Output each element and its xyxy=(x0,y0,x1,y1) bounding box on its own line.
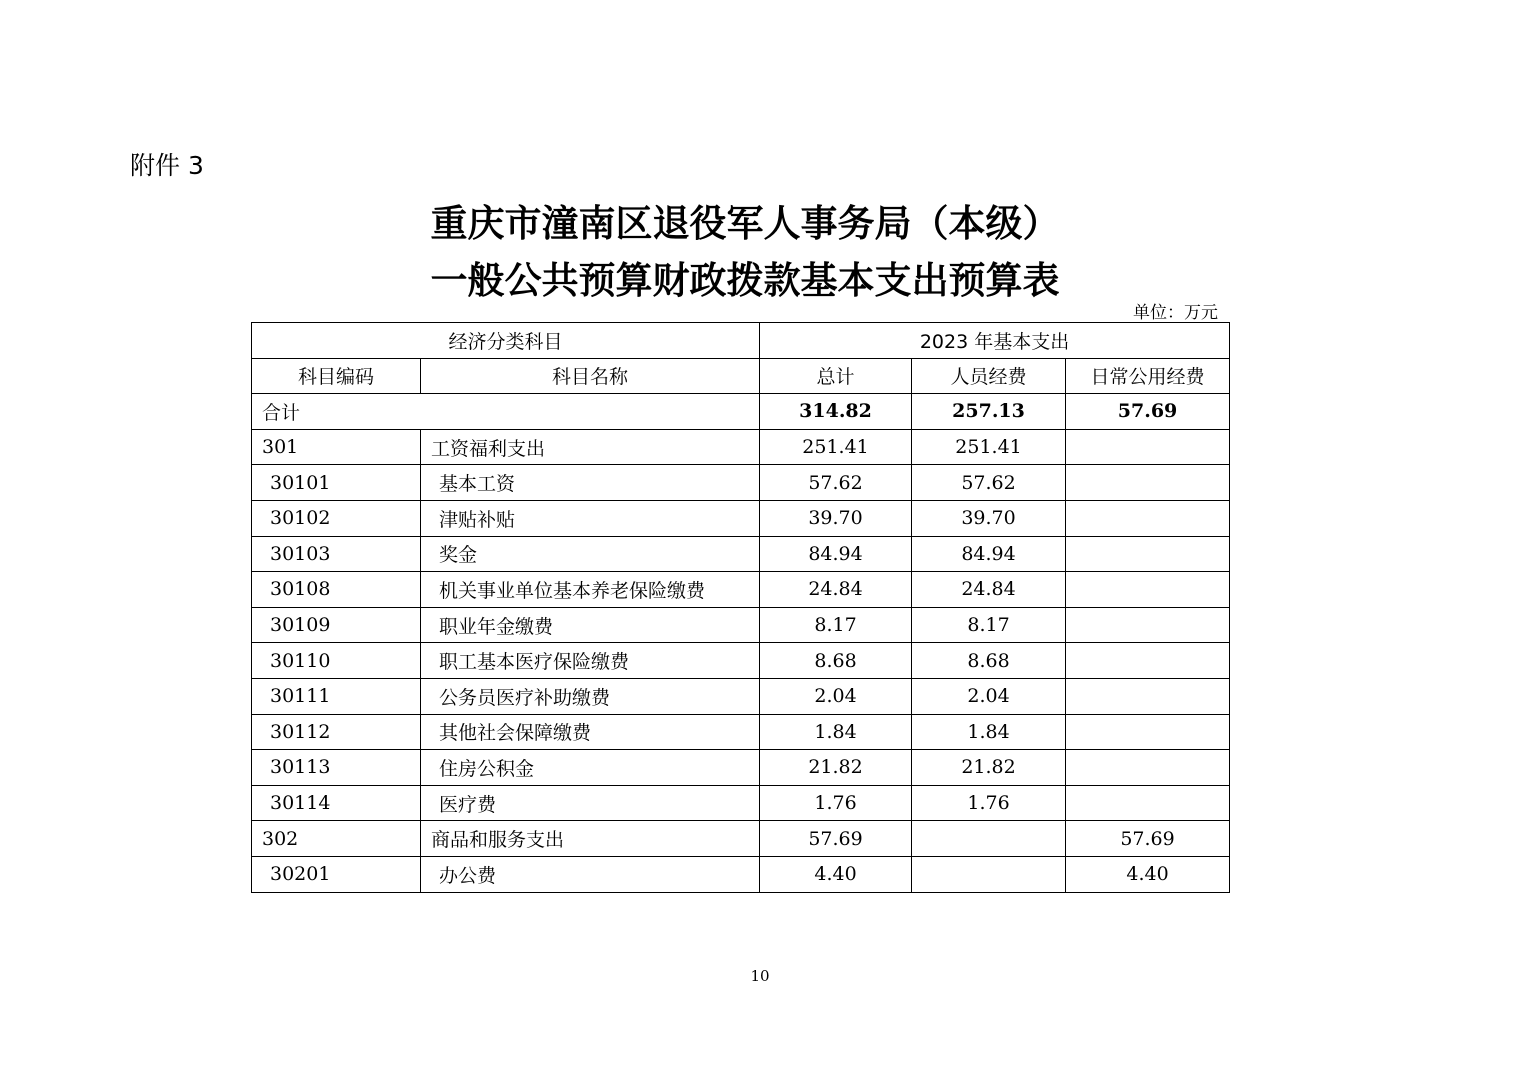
row-public xyxy=(1066,714,1230,750)
row-total: 251.41 xyxy=(760,429,912,465)
row-code: 30109 xyxy=(252,607,421,643)
header-code: 科目编码 xyxy=(252,358,421,394)
unit-label: 单位：万元 xyxy=(1133,303,1218,323)
row-name: 住房公积金 xyxy=(421,750,760,786)
row-code: 30101 xyxy=(252,465,421,501)
table-row xyxy=(252,607,1230,643)
table-row xyxy=(252,572,1230,608)
row-personnel xyxy=(912,856,1066,892)
total-total: 314.82 xyxy=(760,394,912,430)
row-name: 公务员医疗补助缴费 xyxy=(421,678,760,714)
row-code: 30112 xyxy=(252,714,421,750)
row-personnel: 8.68 xyxy=(912,643,1066,679)
row-total: 21.82 xyxy=(760,750,912,786)
row-total: 39.70 xyxy=(760,500,912,536)
table-row xyxy=(252,465,1230,501)
row-personnel xyxy=(912,821,1066,857)
header-economic-class: 经济分类科目 xyxy=(252,323,760,359)
row-code: 301 xyxy=(252,429,421,465)
row-personnel: 1.84 xyxy=(912,714,1066,750)
row-public: 57.69 xyxy=(1066,821,1230,857)
budget-table xyxy=(251,322,1230,893)
row-code: 30201 xyxy=(252,856,421,892)
row-code: 30110 xyxy=(252,643,421,679)
row-code: 30103 xyxy=(252,536,421,572)
total-row xyxy=(252,394,1230,430)
row-public xyxy=(1066,643,1230,679)
table-row xyxy=(252,536,1230,572)
row-public xyxy=(1066,750,1230,786)
row-personnel: 24.84 xyxy=(912,572,1066,608)
row-name: 医疗费 xyxy=(421,785,760,821)
row-code: 30111 xyxy=(252,678,421,714)
header-group-row xyxy=(252,323,1230,359)
table-row xyxy=(252,785,1230,821)
row-total: 24.84 xyxy=(760,572,912,608)
row-public xyxy=(1066,536,1230,572)
row-name: 办公费 xyxy=(421,856,760,892)
row-public xyxy=(1066,678,1230,714)
table-row xyxy=(252,429,1230,465)
total-label: 合计 xyxy=(252,394,760,430)
table-row xyxy=(252,856,1230,892)
page-number: 10 xyxy=(750,967,770,985)
row-public xyxy=(1066,572,1230,608)
page-title-line2: 一般公共预算财政拨款基本支出预算表 xyxy=(430,259,1060,302)
row-public xyxy=(1066,500,1230,536)
row-personnel: 251.41 xyxy=(912,429,1066,465)
row-code: 30113 xyxy=(252,750,421,786)
table-row xyxy=(252,750,1230,786)
row-total: 57.69 xyxy=(760,821,912,857)
row-personnel: 84.94 xyxy=(912,536,1066,572)
table-row xyxy=(252,821,1230,857)
row-code: 302 xyxy=(252,821,421,857)
row-personnel: 1.76 xyxy=(912,785,1066,821)
row-personnel: 39.70 xyxy=(912,500,1066,536)
total-personnel: 257.13 xyxy=(912,394,1066,430)
row-code: 30102 xyxy=(252,500,421,536)
header-basic-expenditure: 2023 年基本支出 xyxy=(760,323,1230,359)
row-name: 津贴补贴 xyxy=(421,500,760,536)
row-name: 其他社会保障缴费 xyxy=(421,714,760,750)
row-personnel: 8.17 xyxy=(912,607,1066,643)
total-public: 57.69 xyxy=(1066,394,1230,430)
header-name: 科目名称 xyxy=(421,358,760,394)
row-name: 商品和服务支出 xyxy=(421,821,760,857)
row-total: 84.94 xyxy=(760,536,912,572)
row-code: 30114 xyxy=(252,785,421,821)
row-name: 基本工资 xyxy=(421,465,760,501)
row-total: 57.62 xyxy=(760,465,912,501)
row-personnel: 2.04 xyxy=(912,678,1066,714)
table-row xyxy=(252,714,1230,750)
header-public: 日常公用经费 xyxy=(1066,358,1230,394)
table-row xyxy=(252,500,1230,536)
row-name: 职业年金缴费 xyxy=(421,607,760,643)
row-name: 奖金 xyxy=(421,536,760,572)
header-total: 总计 xyxy=(760,358,912,394)
table-row xyxy=(252,643,1230,679)
row-public: 4.40 xyxy=(1066,856,1230,892)
row-personnel: 21.82 xyxy=(912,750,1066,786)
row-total: 4.40 xyxy=(760,856,912,892)
table-row xyxy=(252,678,1230,714)
row-public xyxy=(1066,785,1230,821)
row-public xyxy=(1066,465,1230,501)
row-total: 8.68 xyxy=(760,643,912,679)
row-total: 8.17 xyxy=(760,607,912,643)
row-public xyxy=(1066,607,1230,643)
attachment-label: 附件 3 xyxy=(130,151,204,180)
header-personnel: 人员经费 xyxy=(912,358,1066,394)
header-column-row xyxy=(252,358,1230,394)
page-title-line1: 重庆市潼南区退役军人事务局（本级） xyxy=(430,202,1060,245)
row-name: 职工基本医疗保险缴费 xyxy=(421,643,760,679)
row-total: 2.04 xyxy=(760,678,912,714)
row-name: 机关事业单位基本养老保险缴费 xyxy=(421,572,760,608)
row-public xyxy=(1066,429,1230,465)
row-personnel: 57.62 xyxy=(912,465,1066,501)
row-name: 工资福利支出 xyxy=(421,429,760,465)
row-total: 1.76 xyxy=(760,785,912,821)
row-total: 1.84 xyxy=(760,714,912,750)
row-code: 30108 xyxy=(252,572,421,608)
